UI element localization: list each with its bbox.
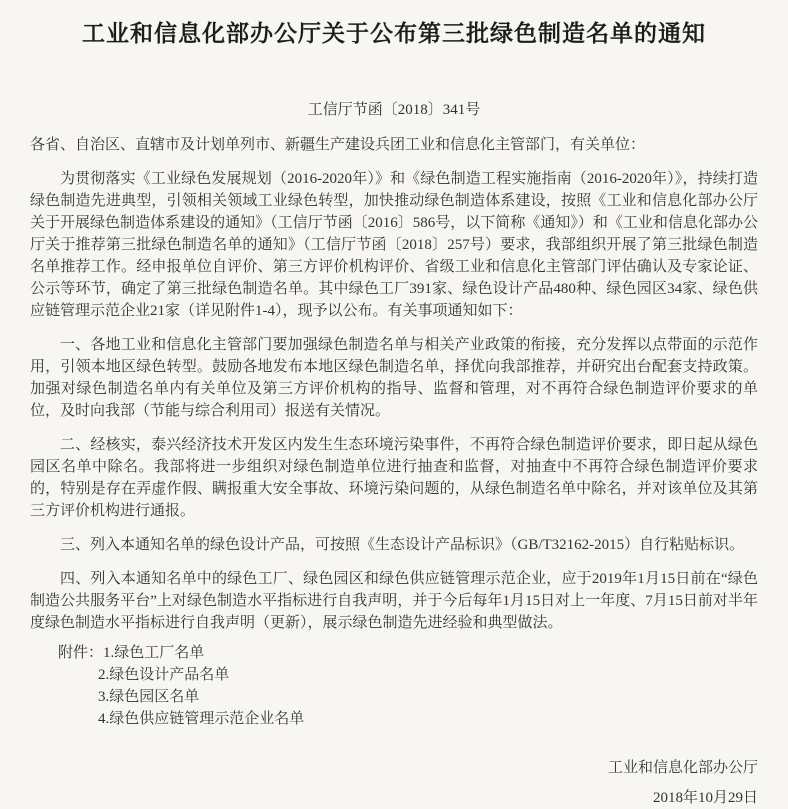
body-paragraph-item-3: 三、列入本通知名单的绿色设计产品，可按照《生态设计产品标识》（GB/T32162-2015）自行粘贴标识。 bbox=[60, 537, 745, 553]
document-number: 工信厅节函〔2018〕341号 bbox=[307, 102, 481, 118]
signature-organization: 工业和信息化部办公厅 bbox=[607, 760, 758, 776]
attachment-item-4: 4.绿色供应链管理示范企业名单 bbox=[98, 711, 305, 727]
attachment-row bbox=[58, 642, 758, 664]
attachments-label: 附件： bbox=[58, 645, 104, 661]
attachment-item-1: 1.绿色工厂名单 bbox=[103, 645, 205, 661]
attachment-item-3: 3.绿色园区名单 bbox=[98, 689, 200, 705]
signature-date: 2018年10月29日 bbox=[652, 790, 758, 806]
page-title: 工业和信息化部办公厅关于公布第三批绿色制造名单的通知 bbox=[82, 20, 706, 46]
attachments-block bbox=[30, 642, 758, 730]
body-paragraph-item-4: 四、列入本通知名单中的绿色工厂、绿色园区和绿色供应链管理示范企业，应于2019年1月15日前在“绿色制造公共服务平台”上对绿色制造水平指标进行自我声明，并于今后每年1月15日对上一年度、7月15日前对半年度绿色制造水平指标进行自我声明（更新），展示绿色制造先进经验和典型做法。 bbox=[30, 571, 758, 631]
body-paragraph-intro: 为贯彻落实《工业绿色发展规划（2016-2020年）》和《绿色制造工程实施指南（2016-2020年）》，持续打造绿色制造先进典型，引领相关领域工业绿色转型，加快推动绿色制造体系建设，按照《工业和信息化部办公厅关于开展绿色制造体系建设的通知》（工信厅节函〔2016〕586号，以下简称《通知》）和《工业和信息化部办公厅关于推荐第三批绿色制造名单的通知》（工信厅节函〔2018〕257号）要求，我部组织开展了第三批绿色制造名单推荐工作。经申报单位自评价、第三方评价机构评价、省级工业和信息化主管部门评估确认及专家论证、公示等环节，确定了第三批绿色制造名单。其中绿色工厂391家、绿色设计产品480种、绿色园区34家、绿色供应链管理示范企业21家（详见附件1-4），现予以公布。有关事项通知如下： bbox=[30, 171, 758, 319]
salutation-line: 各省、自治区、直辖市及计划单列市、新疆生产建设兵团工业和信息化主管部门，有关单位： bbox=[30, 137, 646, 153]
body-paragraph-item-1: 一、各地工业和信息化主管部门要加强绿色制造名单与相关产业政策的衔接，充分发挥以点带面的示范作用，引领本地区绿色转型。鼓励各地发布本地区绿色制造名单，择优向我部推荐，并研究出台配套支持政策。加强对绿色制造名单内有关单位及第三方评价机构的指导、监督和管理，对不再符合绿色制造评价要求的单位，及时向我部（节能与综合利用司）报送有关情况。 bbox=[30, 337, 758, 419]
body-paragraph-item-2: 二、经核实，泰兴经济技术开发区内发生生态环境污染事件，不再符合绿色制造评价要求，即日起从绿色园区名单中除名。我部将进一步组织对绿色制造单位进行抽查和监督，对抽查中不再符合绿色制造评价要求的，特别是存在弄虚作假、瞒报重大安全事故、环境污染问题的，从绿色制造名单中除名，并对该单位及其第三方评价机构进行通报。 bbox=[30, 437, 758, 519]
attachment-item-2: 2.绿色设计产品名单 bbox=[98, 667, 230, 683]
